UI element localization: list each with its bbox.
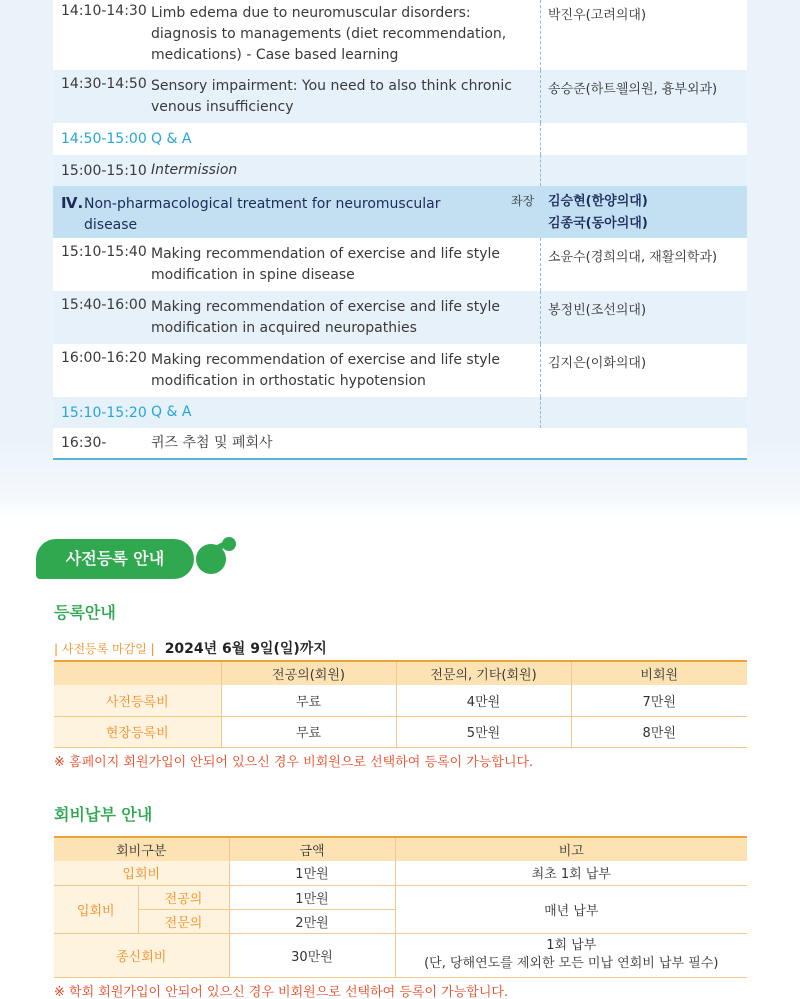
row-label: 현장등록비 — [54, 716, 221, 747]
session-time: 16:30- — [61, 435, 107, 451]
schedule-row-intermission — [53, 155, 747, 186]
speaker: 소윤수(경희의대, 재활의학과) — [548, 250, 718, 265]
topic-line: Making recommendation of exercise and life style — [151, 352, 500, 368]
chair-label: 좌장 — [511, 194, 535, 208]
row-label: 입회비 — [54, 885, 138, 933]
sub-label: 전문의 — [138, 909, 229, 933]
schedule-row-closing — [53, 428, 747, 460]
table-row — [54, 716, 747, 747]
session-topic — [151, 238, 539, 291]
session-time: 14:30-14:50 — [61, 76, 147, 92]
session-topic — [151, 344, 539, 397]
table-cell: 5만원 — [396, 716, 571, 747]
chair-name: 김종국(동아의대) — [548, 216, 648, 231]
schedule-row — [53, 0, 747, 70]
column-divider — [540, 238, 541, 291]
decor-dot — [222, 537, 236, 551]
table-cell: 7만원 — [571, 685, 747, 716]
speaker: 송승준(하트웰의원, 흉부외과) — [548, 82, 718, 97]
column-divider — [540, 155, 541, 186]
topic-line: medications) - Case based learning — [151, 47, 399, 63]
session-topic: 퀴즈 추첨 및 폐회사 — [151, 434, 273, 451]
schedule-table — [53, 0, 747, 460]
session-time: 15:10-15:40 — [61, 244, 147, 260]
topic-line: Making recommendation of exercise and life style — [151, 299, 500, 315]
note-line: 1회 납부 — [546, 938, 597, 953]
topic-line: Limb edema due to neuromuscular disorders: — [151, 5, 471, 21]
session-topic — [151, 70, 539, 123]
session-time: 15:00-15:10 — [61, 162, 147, 179]
table-cell: 무료 — [221, 685, 396, 716]
chair-name: 김승현(한양의대) — [548, 194, 648, 209]
header-cell — [54, 661, 221, 685]
header-cell: 금액 — [229, 837, 395, 861]
header-cell: 비회원 — [571, 661, 747, 685]
schedule-row — [53, 238, 747, 291]
table-cell: 1만원 — [229, 861, 395, 885]
title-line: disease — [84, 217, 138, 233]
table-cell: 매년 납부 — [395, 885, 747, 933]
section-banner: 사전등록 안내 — [36, 539, 194, 579]
schedule-row — [53, 70, 747, 123]
session-topic — [151, 0, 539, 70]
chairs — [548, 191, 648, 235]
table-cell: 4만원 — [396, 685, 571, 716]
column-divider — [540, 291, 541, 344]
column-divider — [540, 70, 541, 123]
table-cell: 2만원 — [229, 909, 395, 933]
topic-line: modification in spine disease — [151, 267, 355, 283]
session-topic: Q & A — [151, 404, 192, 420]
column-divider — [540, 344, 541, 397]
header-cell: 비고 — [395, 837, 747, 861]
session-time: 15:40-16:00 — [61, 297, 147, 313]
table-cell: 30만원 — [229, 933, 395, 977]
topic-line: Sensory impairment: You need to also think chronic — [151, 78, 512, 94]
speaker: 박진우(고려의대) — [548, 8, 647, 23]
membership-note: ※ 학회 회원가입이 안되어 있으신 경우 비회원으로 선택하여 등록이 가능합니다. — [54, 985, 509, 999]
table-row — [54, 885, 747, 909]
session-topic: Q & A — [151, 130, 192, 147]
table-cell — [395, 933, 747, 977]
section-title — [84, 194, 464, 236]
membership-table — [54, 836, 747, 978]
topic-line: venous insufficiency — [151, 99, 294, 115]
session-time: 16:00-16:20 — [61, 350, 147, 366]
title-line: Non-pharmacological treatment for neuromuscular — [84, 196, 441, 212]
session-time: 14:10-14:30 — [61, 3, 147, 19]
column-divider — [540, 0, 541, 70]
fee-table — [54, 660, 747, 748]
topic-line: modification in acquired neuropathies — [151, 320, 417, 336]
row-label: 사전등록비 — [54, 685, 221, 716]
table-header-row — [54, 661, 747, 685]
column-divider — [540, 397, 541, 428]
header-cell: 전공의(회원) — [221, 661, 396, 685]
session-topic — [151, 291, 539, 344]
table-header-row — [54, 837, 747, 861]
schedule-row — [53, 344, 747, 397]
table-row — [54, 933, 747, 977]
table-row — [54, 861, 747, 885]
deadline-date: 2024년 6월 9일(일)까지 — [164, 641, 327, 657]
table-cell: 최초 1회 납부 — [395, 861, 747, 885]
section-number: Ⅳ. — [61, 194, 84, 212]
registration-heading: 등록안내 — [54, 603, 116, 622]
row-label: 입회비 — [54, 861, 229, 885]
table-cell: 무료 — [221, 716, 396, 747]
topic-line: Making recommendation of exercise and life style — [151, 246, 500, 262]
membership-heading: 회비납부 안내 — [54, 805, 153, 824]
schedule-row-qa — [53, 397, 747, 428]
session-topic: Intermission — [151, 162, 238, 178]
sub-label: 전공의 — [138, 885, 229, 909]
header-cell: 전문의, 기타(회원) — [396, 661, 571, 685]
note-line: (단, 당해연도를 제외한 모든 미납 연회비 납부 필수) — [424, 956, 719, 971]
speaker: 김지은(이화의대) — [548, 356, 647, 371]
deadline-label: | 사전등록 마감일 | — [54, 641, 155, 656]
schedule-row-qa — [53, 123, 747, 155]
fee-note: ※ 홈페이지 회원가입이 안되어 있으신 경우 비회원으로 선택하여 등록이 가능합니다. — [54, 755, 534, 770]
topic-line: modification in orthostatic hypotension — [151, 373, 426, 389]
table-row — [54, 685, 747, 716]
deadline — [54, 638, 327, 658]
speaker: 봉정빈(조선의대) — [548, 303, 647, 318]
header-cell: 회비구분 — [54, 837, 229, 861]
session-time: 15:10-15:20 — [61, 404, 147, 421]
row-label: 종신회비 — [54, 933, 229, 977]
column-divider — [540, 123, 541, 155]
schedule-row — [53, 291, 747, 344]
section-header — [53, 186, 747, 238]
table-cell: 8만원 — [571, 716, 747, 747]
topic-line: diagnosis to managements (diet recommendation, — [151, 26, 507, 42]
table-cell: 1만원 — [229, 885, 395, 909]
session-time: 14:50-15:00 — [61, 131, 147, 147]
